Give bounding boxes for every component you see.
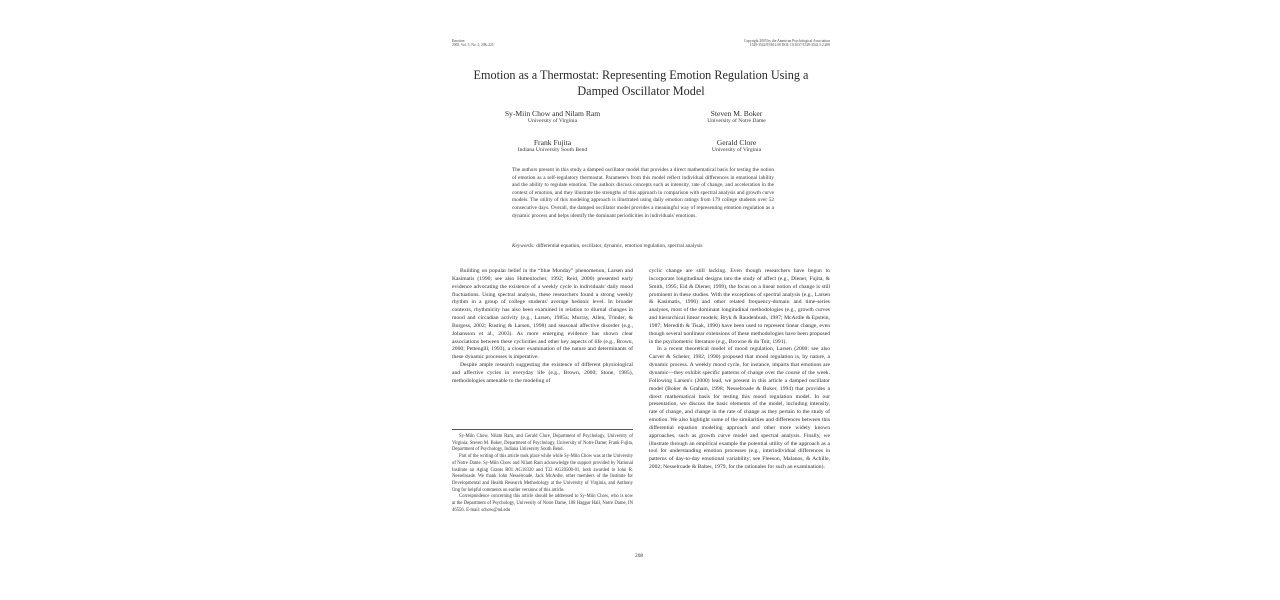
- keywords-list: differential equation, oscillator, dynamic, emotion regulation, spectral analysis: [536, 243, 703, 249]
- author-affiliation: University of Notre Dame: [707, 118, 766, 124]
- footnote-paragraph: Correspondence concerning this article should be addressed to Sy-Miin Chow, who is now at the Department of Psychology, University of Notre Dame, 108 Haggar Hall, Notre Dame, IN 46556. E-mail: schow@nd.edu: [452, 494, 633, 513]
- author-name: Frank Fujita: [533, 138, 572, 147]
- page-number: 208: [635, 553, 644, 559]
- author-affiliation: Indiana University South Bend: [517, 147, 588, 153]
- copyright-notice: [744, 39, 830, 48]
- author-block: [664, 138, 809, 154]
- author-name: Steven M. Boker: [710, 109, 763, 118]
- author-note: [452, 429, 633, 514]
- author-affiliation: University of Virginia: [527, 118, 578, 124]
- paper-page: [452, 34, 830, 594]
- title-line-1: Emotion as a Thermostat: Representing Emotion Regulation Using a: [473, 68, 809, 82]
- doi-line: 1528-3542/05/$12.00 DOI: 10.1037/1528-3542.5.2.208: [749, 43, 830, 48]
- author-block: [480, 138, 625, 154]
- footnote-paragraph: Part of the writing of this article took place while while Sy-Miin Chow was at the University of Notre Dame. Sy-Miin Chow and Nilam Ram acknowledge the support provided by National Institute on Aging Grants R01 AG18330 and T32 AG20500-01, both awarded to John R. Nesselroade. We thank John Nesselroade, Jack McArdle, other members of the Institute for Developmental and Health Research Methodology at the University of Virginia, and Anthony Ong for helpful comments on earlier versions of this article.: [452, 454, 633, 493]
- body-paragraph: cyclic change are still lacking. Even though researchers have begun to incorporate longitudinal designs into the study of affect (e.g., Diener, Fujita, & Smith, 1995; Eid & Diener, 1999), the focus on a linear notion of change is still prominent in these studies. With the exceptions of spectral analysis (e.g., Larsen & Kasimatis, 1990) and other related frequency-domain and time-series analyses, most of the dominant longitudinal methodologies (e.g., growth curves and hierarchical linear models; Bryk & Raudenbush, 1987; McArdle & Epstein, 1987; Meredith & Tisak, 1990) have been used to represent linear change, even though several nonlinear extensions of these methodologies have been proposed in the psychometric literature (e.g., Browne & du Toit, 1991).: [649, 268, 830, 345]
- journal-name: Emotion: [452, 39, 465, 43]
- body-paragraph: Building on popular belief in the “blue Monday” phenomenon, Larsen and Kasimatis (1990; see also Huttenlocher, 1992; Reid, 2000) presented early evidence advocating the existence of a weekly cycle in individuals' daily mood fluctuations. Using spectral analysis, these researchers found a strong weekly rhythm in a group of college students' average hedonic level. In broader contexts, rhythmicity has also been examined in relation to diurnal changes in mood and circadian activity (e.g., Larsen, 1985a; Murray, Allen, Trinder, & Burgess, 2002; Rusting & Larsen, 1998) and seasonal affective disorder (e.g., Johansson et al., 2003). As more emerging evidence has shown clear associations between these cyclicities and other key aspects of life (e.g., Brown, 2000; Pettengill, 1993), a closer examination of the nature and determinants of these dynamic processes is imperative.: [452, 268, 633, 361]
- author-name: Gerald Clore: [716, 138, 757, 147]
- body-paragraph: In a recent theoretical model of mood regulation, Larsen (2000; see also Carver & Scheier, 1982, 1990) proposed that mood regulation is, by nature, a dynamic process. A weekly mood cycle, for instance, imparts that emotions are dynamic—they exhibit specific patterns of change over the course of the week. Following Larsen's (2000) lead, we present in this article a damped oscillator model (Boker & Graham, 1998; Nesselroade & Boker, 1994) that provides a direct mathematical basis for testing this mood regulation model. In our presentation, we discuss the basic elements of the model, including intensity, rate of change, and change in the rate of change as they pertain to the study of emotion. We also highlight some of the similarities and differences between this differential equation modeling approach and other more widely known approaches, such as growth curve model and spectral analysis. Finally, we illustrate through an empirical example the potential utility of the approach as a tool for understanding emotion processes (e.g., interindividual differences in patterns of day-to-day emotional variability; see Fleeson, Malanos, & Achille, 2002; Nesselroade & Baltes, 1979, for the rationales for such an examination).: [649, 346, 830, 471]
- body-column-left: [452, 268, 633, 386]
- author-name: Sy-Miin Chow and Nilam Ram: [504, 109, 601, 118]
- keywords: [512, 243, 774, 250]
- abstract: The authors present in this study a damped oscillator model that provides a direct mathematical basis for testing the notion of emotion as a self-regulatory thermostat. Parameters from this model reflect individual differences in emotional lability and the ability to regulate emotion. The authors discuss concepts such as intensity, rate of change, and acceleration in the context of emotion, and they illustrate the strengths of this approach in comparison with spectral analysis and growth curve models. The utility of this modeling approach is illustrated using daily emotion ratings from 179 college students over 52 consecutive days. Overall, the damped oscillator model provides a meaningful way of representing emotion regulation as a dynamic process and helps identify the dominant periodicities in individuals' emotions.: [512, 167, 774, 219]
- author-block: [480, 109, 625, 125]
- footnote-paragraph: Sy-Miin Chow, Nilam Ram, and Gerald Clore, Department of Psychology, University of Virginia; Steven M. Boker, Department of Psychology, University of Notre Dame; Frank Fujita, Department of Psychology, Indiana University South Bend.: [452, 434, 633, 453]
- author-block: [664, 109, 809, 125]
- journal-volume: 2005, Vol. 5, No. 2, 208–225: [452, 43, 494, 48]
- journal-citation: [452, 39, 494, 48]
- keywords-label: Keywords:: [512, 243, 535, 249]
- author-affiliation: University of Virginia: [711, 147, 762, 153]
- body-column-right: [649, 268, 830, 472]
- title-line-2: Damped Oscillator Model: [577, 84, 705, 98]
- body-paragraph: Despite ample research suggesting the existence of different physiological and affective cycles in everyday life (e.g., Brown, 2000; Stone, 1985), methodologies amenable to the modeling of: [452, 362, 633, 384]
- copyright-line: Copyright 2005 by the American Psychological Association: [743, 39, 830, 43]
- paper-title: [452, 67, 830, 99]
